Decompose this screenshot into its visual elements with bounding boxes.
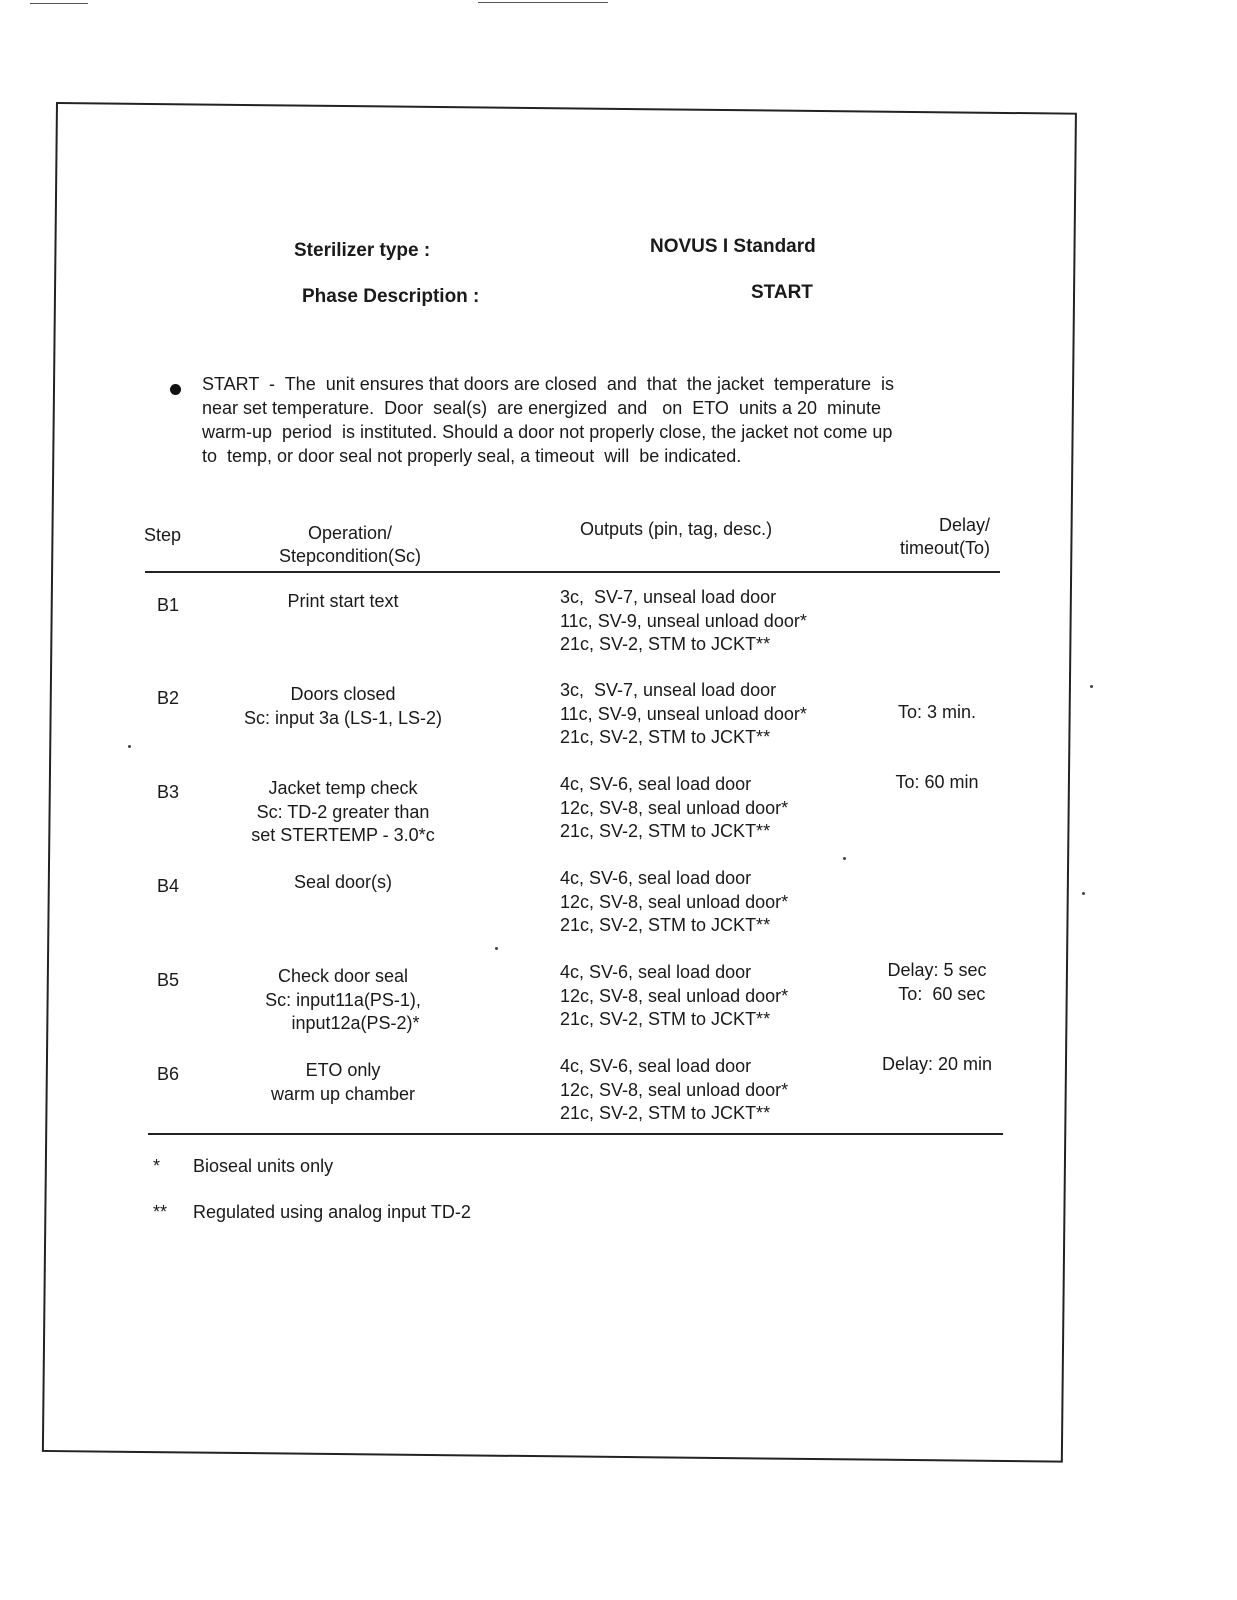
- footnote: [153, 1202, 471, 1223]
- phase-description-value: START: [751, 282, 813, 303]
- row-operation: Check door seal Sc: input11a(PS-1), input12a(PS-2)*: [265, 966, 421, 1033]
- row-delay: To: 3 min.: [897, 701, 977, 722]
- intro-line: to temp, or door seal not properly seal, a timeout will be indicated.: [202, 446, 742, 466]
- row-operation: Seal door(s): [293, 872, 393, 892]
- intro-line: warm-up period is instituted. Should a door not properly close, the jacket not come up: [202, 422, 893, 442]
- row-delay: Delay: 20 min: [881, 1054, 993, 1074]
- row-outputs: 4c, SV-6, seal load door 12c, SV-8, seal unload door* 21c, SV-2, STM to JCKT**: [560, 774, 789, 841]
- scan-speck: [495, 947, 498, 950]
- row-step: B1: [157, 595, 180, 615]
- footnote-text: Regulated using analog input TD-2: [193, 1202, 471, 1222]
- row-outputs: 3c, SV-7, unseal load door 11c, SV-9, unseal unload door* 21c, SV-2, STM to JCKT**: [560, 587, 807, 654]
- intro-paragraph: [202, 372, 982, 468]
- column-header-operation: Operation/ Stepcondition(Sc): [278, 523, 422, 566]
- row-outputs: 4c, SV-6, seal load door 12c, SV-8, seal unload door* 21c, SV-2, STM to JCKT**: [560, 962, 789, 1029]
- row-step: B3: [157, 782, 180, 802]
- column-header-outputs: Outputs (pin, tag, desc.): [580, 519, 773, 539]
- row-delay: Delay: 5 sec To: 60 sec: [887, 960, 987, 1004]
- intro-line: START - The unit ensures that doors are closed and that the jacket temperature is: [202, 374, 895, 394]
- row-delay: To: 60 min: [895, 772, 979, 792]
- row-step: B4: [157, 876, 180, 896]
- row-outputs: 4c, SV-6, seal load door 12c, SV-8, seal unload door* 21c, SV-2, STM to JCKT**: [560, 868, 789, 935]
- scan-mark: [30, 3, 88, 4]
- table-header-rule: [145, 571, 1000, 573]
- scan-speck: [128, 745, 131, 748]
- scan-speck: [1082, 892, 1085, 895]
- row-step: B5: [157, 970, 180, 990]
- row-operation: Doors closed Sc: input 3a (LS-1, LS-2): [243, 684, 443, 728]
- row-outputs: 4c, SV-6, seal load door 12c, SV-8, seal unload door* 21c, SV-2, STM to JCKT**: [560, 1056, 789, 1123]
- row-operation: Print start text: [287, 591, 399, 611]
- scan-speck: [1090, 685, 1093, 688]
- row-step: B6: [157, 1064, 180, 1084]
- table-bottom-rule: [148, 1133, 1003, 1135]
- intro-line: near set temperature. Door seal(s) are energized and on ETO units a 20 minute: [202, 398, 882, 418]
- sterilizer-type-label: Sterilizer type :: [294, 240, 431, 261]
- footnote-mark: *: [153, 1156, 161, 1176]
- scan-mark: [478, 2, 608, 3]
- phase-description-label: Phase Description :: [302, 286, 480, 307]
- column-header-step: Step: [144, 525, 182, 545]
- column-header-delay: Delay/ timeout(To): [899, 515, 990, 558]
- footnote: [153, 1156, 333, 1177]
- scan-speck: [843, 857, 846, 860]
- bullet-icon: [170, 384, 181, 395]
- row-operation: Jacket temp check Sc: TD-2 greater than set STERTEMP - 3.0*c: [251, 778, 435, 845]
- footnote-text: Bioseal units only: [193, 1156, 334, 1176]
- row-operation: ETO only warm up chamber: [270, 1060, 416, 1104]
- row-outputs: 3c, SV-7, unseal load door 11c, SV-9, unseal unload door* 21c, SV-2, STM to JCKT**: [560, 680, 807, 747]
- sterilizer-type-value: NOVUS I Standard: [650, 236, 816, 257]
- footnote-mark: **: [153, 1202, 168, 1222]
- row-step: B2: [157, 688, 180, 708]
